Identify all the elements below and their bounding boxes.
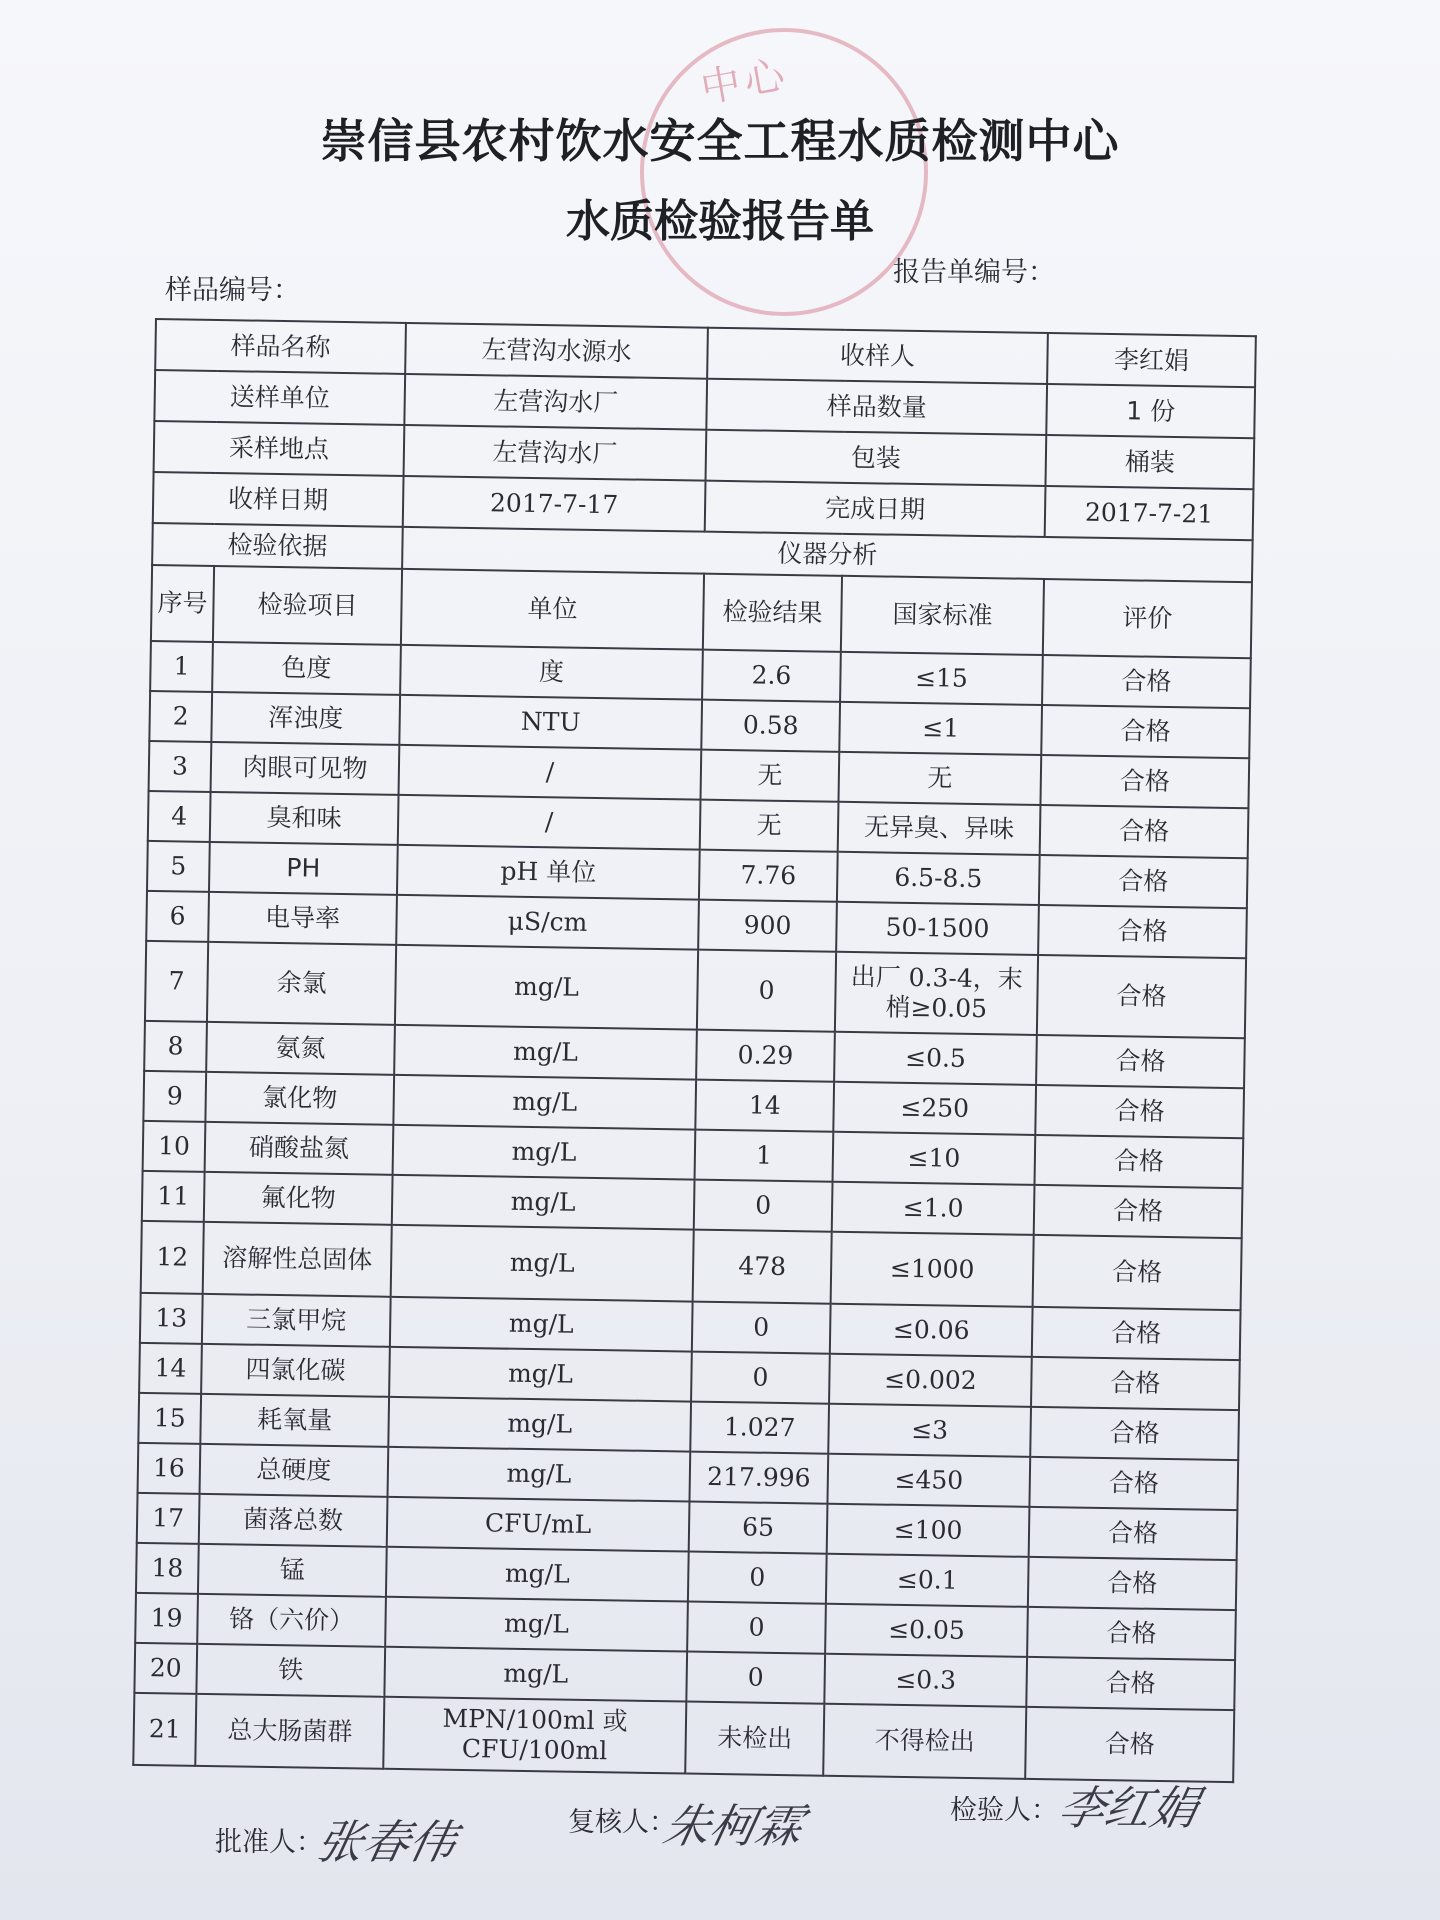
row-no: 19 xyxy=(135,1593,198,1644)
row-result: 14 xyxy=(695,1080,834,1132)
row-evaluation: 合格 xyxy=(1035,1135,1244,1188)
location-label: 采样地点 xyxy=(154,421,405,476)
row-standard: ≤0.3 xyxy=(824,1654,1027,1707)
report-table xyxy=(132,318,1257,1783)
row-item: PH xyxy=(209,842,398,895)
row-evaluation: 合格 xyxy=(1025,1707,1234,1782)
row-item: 硝酸盐氮 xyxy=(205,1122,394,1175)
row-unit: / xyxy=(398,795,701,850)
center-name: 崇信县农村饮水安全工程水质检测中心 xyxy=(320,114,1120,168)
receiver-label: 收样人 xyxy=(707,328,1048,384)
row-evaluation: 合格 xyxy=(1029,1507,1238,1560)
package-value: 桶装 xyxy=(1046,435,1255,489)
row-unit: mg/L xyxy=(385,1597,688,1652)
row-item: 溶解性总固体 xyxy=(203,1222,392,1297)
row-item: 臭和味 xyxy=(210,792,399,845)
seal-text: 中心 xyxy=(697,51,792,113)
row-evaluation: 合格 xyxy=(1038,905,1247,958)
row-no: 8 xyxy=(144,1021,207,1072)
row-evaluation: 合格 xyxy=(1030,1407,1239,1460)
row-result: 0 xyxy=(692,1302,831,1354)
row-standard: ≤0.05 xyxy=(825,1604,1028,1657)
row-unit: CFU/mL xyxy=(387,1497,690,1552)
row-standard: ≤0.06 xyxy=(830,1304,1033,1357)
row-item: 锰 xyxy=(198,1544,387,1597)
row-item: 铬（六价） xyxy=(197,1594,386,1647)
row-unit: μS/cm xyxy=(396,895,699,950)
row-no: 10 xyxy=(143,1121,206,1172)
row-unit: mg/L xyxy=(384,1647,687,1702)
row-unit: mg/L xyxy=(390,1297,693,1352)
row-evaluation: 合格 xyxy=(1034,1185,1243,1238)
sample-name-value: 左营沟水源水 xyxy=(405,323,708,379)
row-result: 0 xyxy=(688,1552,827,1604)
row-standard: ≤450 xyxy=(827,1454,1030,1507)
row-item: 四氯化碳 xyxy=(201,1344,390,1397)
row-no: 16 xyxy=(138,1443,201,1494)
row-unit: mg/L xyxy=(392,1175,695,1230)
row-unit: mg/L xyxy=(388,1397,691,1452)
approver-signature: 张春伟 xyxy=(311,1815,462,1869)
row-standard: ≤3 xyxy=(828,1404,1031,1457)
row-result: 65 xyxy=(689,1502,828,1554)
row-unit: mg/L xyxy=(386,1547,689,1602)
row-evaluation: 合格 xyxy=(1040,805,1249,858)
inspector-signature: 李红娟 xyxy=(1053,1781,1204,1835)
row-unit: mg/L xyxy=(391,1225,694,1302)
row-item: 肉眼可见物 xyxy=(211,742,400,795)
reviewer-label: 复核人： xyxy=(568,1807,676,1838)
quantity-label: 样品数量 xyxy=(706,379,1047,435)
basis-value: 仪器分析 xyxy=(402,527,1253,582)
inspector-label: 检验人： xyxy=(950,1795,1058,1826)
row-unit: NTU xyxy=(399,695,702,750)
row-no: 14 xyxy=(139,1343,202,1394)
col-standard-header: 国家标准 xyxy=(841,576,1044,655)
row-result: 217.996 xyxy=(689,1452,828,1504)
row-result: 0.29 xyxy=(696,1030,835,1082)
package-label: 包装 xyxy=(706,430,1047,486)
row-standard: ≤10 xyxy=(833,1132,1036,1185)
row-item: 色度 xyxy=(212,642,401,695)
row-item: 菌落总数 xyxy=(199,1494,388,1547)
row-no: 15 xyxy=(138,1393,201,1444)
row-standard: 6.5-8.5 xyxy=(837,852,1040,905)
row-evaluation: 合格 xyxy=(1032,1307,1241,1360)
reviewer-signature: 朱柯霖 xyxy=(658,1799,809,1853)
receive-date-value: 2017-7-17 xyxy=(403,476,706,532)
row-evaluation: 合格 xyxy=(1028,1557,1237,1610)
row-unit: MPN/100ml 或 CFU/100ml xyxy=(383,1697,686,1774)
sample-no-label: 样品编号： xyxy=(165,275,300,306)
row-result: 2.6 xyxy=(702,650,841,702)
row-standard: ≤0.5 xyxy=(834,1032,1037,1085)
row-item: 耗氧量 xyxy=(200,1394,389,1447)
report-title: 水质检验报告单 xyxy=(566,196,874,247)
row-no: 20 xyxy=(134,1643,197,1694)
sender-label: 送样单位 xyxy=(154,370,405,425)
row-result: 7.76 xyxy=(699,850,838,902)
row-no: 3 xyxy=(149,741,212,792)
basis-label: 检验依据 xyxy=(152,523,403,569)
col-unit-header: 单位 xyxy=(401,569,704,650)
row-evaluation: 合格 xyxy=(1029,1457,1238,1510)
row-no: 11 xyxy=(142,1171,205,1222)
col-no-header: 序号 xyxy=(151,565,214,642)
row-evaluation: 合格 xyxy=(1026,1657,1235,1710)
row-item: 氨氮 xyxy=(206,1022,395,1075)
col-result-header: 检验结果 xyxy=(703,574,842,652)
row-result: 0 xyxy=(697,950,836,1032)
row-unit: mg/L xyxy=(393,1075,696,1130)
row-item: 氯化物 xyxy=(205,1072,394,1125)
row-unit: mg/L xyxy=(394,1025,697,1080)
complete-date-label: 完成日期 xyxy=(705,481,1046,537)
row-standard: 无 xyxy=(839,752,1042,805)
row-unit: 度 xyxy=(400,645,703,700)
row-standard: 出厂 0.3-4，末梢≥0.05 xyxy=(835,952,1038,1035)
row-evaluation: 合格 xyxy=(1027,1607,1236,1660)
row-no: 21 xyxy=(133,1693,196,1766)
row-no: 7 xyxy=(145,941,208,1022)
row-item: 铁 xyxy=(196,1644,385,1697)
row-result: 未检出 xyxy=(685,1702,824,1776)
col-evaluation-header: 评价 xyxy=(1043,579,1252,658)
row-result: 0 xyxy=(691,1352,830,1404)
row-item: 总大肠菌群 xyxy=(195,1694,384,1769)
row-no: 18 xyxy=(136,1543,199,1594)
row-item: 总硬度 xyxy=(200,1444,389,1497)
row-standard: ≤100 xyxy=(827,1504,1030,1557)
row-evaluation: 合格 xyxy=(1042,655,1251,708)
row-result: 0 xyxy=(694,1180,833,1232)
row-evaluation: 合格 xyxy=(1036,1035,1245,1088)
row-standard: 50-1500 xyxy=(836,902,1039,955)
row-unit: / xyxy=(399,745,702,800)
row-unit: mg/L xyxy=(388,1447,691,1502)
row-no: 5 xyxy=(147,841,210,892)
row-standard: ≤1.0 xyxy=(832,1182,1035,1235)
row-unit: mg/L xyxy=(393,1125,696,1180)
row-no: 6 xyxy=(146,891,209,942)
col-item-header: 检验项目 xyxy=(213,566,402,645)
row-evaluation: 合格 xyxy=(1033,1235,1242,1310)
row-result: 1 xyxy=(695,1130,834,1182)
row-standard: ≤250 xyxy=(833,1082,1036,1135)
row-result: 0 xyxy=(687,1602,826,1654)
row-no: 13 xyxy=(140,1293,203,1344)
row-standard: ≤1000 xyxy=(831,1232,1034,1307)
row-item: 电导率 xyxy=(208,892,397,945)
row-standard: 不得检出 xyxy=(823,1704,1026,1779)
row-result: 1.027 xyxy=(690,1402,829,1454)
row-no: 4 xyxy=(148,791,211,842)
report-no-label: 报告单编号： xyxy=(893,257,1055,288)
row-result: 0.58 xyxy=(701,700,840,752)
row-no: 12 xyxy=(141,1221,204,1294)
receiver-value: 李红娟 xyxy=(1047,333,1256,387)
row-no: 1 xyxy=(150,641,213,692)
location-value: 左营沟水厂 xyxy=(404,425,707,481)
row-evaluation: 合格 xyxy=(1039,855,1248,908)
row-no: 2 xyxy=(149,691,212,742)
row-unit: mg/L xyxy=(395,945,698,1030)
quantity-value: 1 份 xyxy=(1046,384,1255,438)
row-unit: mg/L xyxy=(389,1347,692,1402)
row-standard: ≤0.1 xyxy=(826,1554,1029,1607)
row-item: 三氯甲烷 xyxy=(202,1294,391,1347)
row-standard: ≤1 xyxy=(839,702,1042,755)
row-result: 478 xyxy=(693,1230,832,1304)
row-result: 无 xyxy=(700,800,839,852)
sample-name-label: 样品名称 xyxy=(155,319,406,374)
row-standard: 无异臭、异味 xyxy=(838,802,1041,855)
receive-date-label: 收样日期 xyxy=(153,472,404,527)
row-item: 氟化物 xyxy=(204,1172,393,1225)
row-result: 0 xyxy=(686,1652,825,1704)
row-evaluation: 合格 xyxy=(1040,755,1249,808)
row-unit: pH 单位 xyxy=(397,845,700,900)
row-result: 无 xyxy=(701,750,840,802)
complete-date-value: 2017-7-21 xyxy=(1045,486,1254,540)
row-no: 17 xyxy=(137,1493,200,1544)
sender-value: 左营沟水厂 xyxy=(404,374,707,430)
row-item: 浑浊度 xyxy=(211,692,400,745)
row-no: 9 xyxy=(143,1071,206,1122)
row-item: 余氯 xyxy=(207,942,396,1025)
row-standard: ≤0.002 xyxy=(829,1354,1032,1407)
row-evaluation: 合格 xyxy=(1041,705,1250,758)
row-result: 900 xyxy=(698,900,837,952)
approver-label: 批准人： xyxy=(215,1827,323,1858)
row-evaluation: 合格 xyxy=(1035,1085,1244,1138)
row-standard: ≤15 xyxy=(840,652,1043,705)
row-evaluation: 合格 xyxy=(1031,1357,1240,1410)
row-evaluation: 合格 xyxy=(1037,955,1246,1038)
